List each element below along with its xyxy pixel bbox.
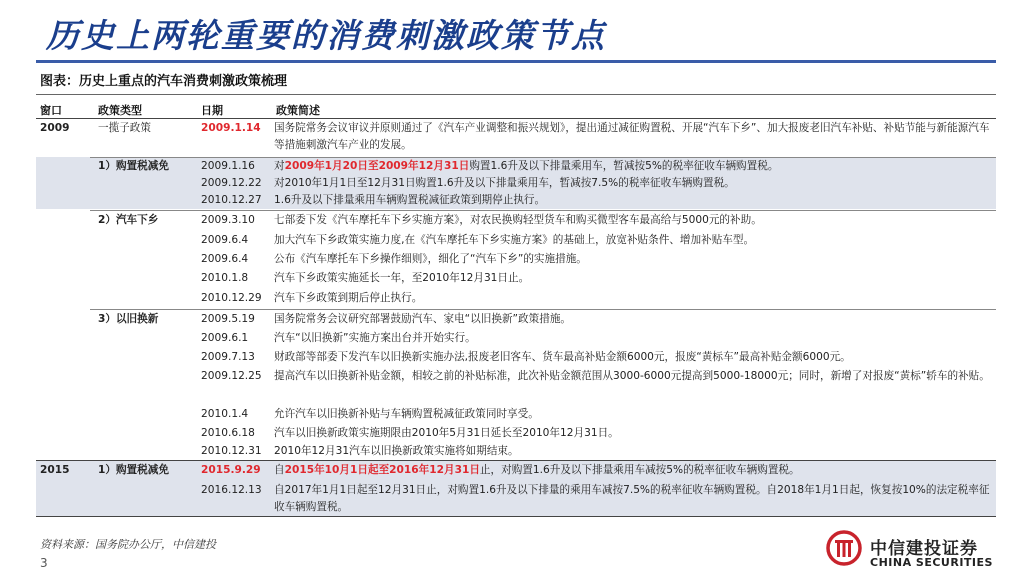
description-cell: 加大汽车下乡政策实施力度,在《汽车摩托车下乡实施方案》的基础上，放宽补贴条件、增加补贴车型。: [274, 234, 755, 246]
description-text: 购置1.6升及以下排量乘用车，暂减按5%的税率征收车辆购置税。: [469, 160, 779, 172]
header-window: 窗口: [40, 104, 62, 117]
date-cell: 2009.6.4: [201, 253, 249, 265]
description-cell: 财政部等部委下发汽车以旧换新实施办法,报废老旧客车、货车最高补贴金额6000元，报废“黄标车”最高补贴金额6000元。: [274, 351, 851, 363]
table-bottom-rule: [36, 516, 996, 517]
description-cell: 七部委下发《汽车摩托车下乡实施方案》，对农民换购轻型货车和购买微型客车最高给与5000元的补助。: [274, 214, 762, 226]
highlighted-period: 2015年10月1日起至2016年12月31日: [284, 464, 480, 476]
source-note: 资料来源：国务院办公厅，中信建投: [40, 538, 216, 551]
description-cell: 国务院常务会议研究部署鼓励汽车、家电“以旧换新”政策措施。: [274, 313, 572, 325]
description-text: 自: [274, 464, 285, 476]
description-cell: [274, 462, 990, 479]
company-logo-icon: [826, 530, 862, 566]
description-cell: 自2017年1月1日起至12月31日止，对购置1.6升及以下排量的乘用车减按7.5%的税率征收车辆购置税。自2018年1月1日起，恢复按10%的法定税率征收车辆购置税。: [274, 484, 990, 513]
date-cell: 2016.12.13: [201, 484, 262, 496]
policy-type-cell: 1）购置税减免: [98, 160, 169, 172]
description-cell: 国务院常务会议审议并原则通过了《汽车产业调整和振兴规划》，提出通过减征购置税、开展“汽车下乡”、加大报废老旧汽车补贴、补贴节能与新能源汽车等措施刺激汽车产业的发展。: [274, 122, 990, 151]
date-cell: 2009.12.25: [201, 370, 262, 382]
description-cell: 允许汽车以旧换新补贴与车辆购置税减征政策同时享受。: [274, 408, 539, 420]
date-cell: 2009.12.22: [201, 177, 262, 189]
window-cell: 2009: [40, 122, 70, 134]
page-number: 3: [40, 556, 48, 570]
header-divider: [36, 118, 996, 119]
description-cell: 公布《汽车摩托车下乡操作细则》，细化了“汽车下乡”的实施措施。: [274, 253, 587, 265]
description-cell: 汽车“以旧换新”实施方案出台并开始实行。: [274, 332, 476, 344]
description-cell: 汽车以旧换新政策实施期限由2010年5月31日延长至2010年12月31日。: [274, 427, 619, 439]
title-divider: [36, 60, 996, 63]
date-cell: 2015.9.29: [201, 464, 261, 476]
header-description: 政策简述: [276, 104, 320, 117]
date-cell: 2009.7.13: [201, 351, 255, 363]
date-cell: 2010.12.31: [201, 445, 262, 457]
description-text: 止，对购置1.6升及以下排量乘用车减按5%的税率征收车辆购置税。: [479, 464, 800, 476]
description-cell: 对2010年1月1日至12月31日购置1.6升及以下排量乘用车，暂减按7.5%的税率征收车辆购置税。: [274, 177, 735, 189]
caption-divider: [36, 94, 996, 95]
row-divider: [90, 210, 996, 211]
policy-type-cell: 2）汽车下乡: [98, 214, 159, 226]
date-cell: 2009.6.1: [201, 332, 249, 344]
description-cell: [274, 158, 990, 175]
policy-type-cell: 3）以旧换新: [98, 313, 159, 325]
date-cell: 2009.3.10: [201, 214, 255, 226]
header-policy-type: 政策类型: [98, 104, 142, 117]
description-cell: 汽车下乡政策到期后停止执行。: [274, 292, 423, 304]
figure-caption: 图表：历史上重点的汽车消费刺激政策梳理: [40, 74, 288, 89]
date-cell: 2010.12.29: [201, 292, 262, 304]
date-cell: 2009.1.14: [201, 122, 261, 134]
date-cell: 2009.1.16: [201, 160, 255, 172]
header-date: 日期: [201, 104, 223, 117]
company-name-en: CHINA SECURITIES: [870, 556, 993, 569]
date-cell: 2010.1.4: [201, 408, 249, 420]
description-cell: 提高汽车以旧换新补贴金额，相较之前的补贴标准，此次补贴金额范围从3000-6000元提高到5000-18000元；同时，新增了对报废“黄标”轿车的补贴。: [274, 370, 990, 382]
date-cell: 2009.6.4: [201, 234, 249, 246]
description-cell: 汽车下乡政策实施延长一年，至2010年12月31日止。: [274, 272, 530, 284]
date-cell: 2010.1.8: [201, 272, 249, 284]
section-divider: [36, 460, 996, 461]
policy-type-cell: 一揽子政策: [98, 122, 151, 134]
policy-type-cell: 1）购置税减免: [98, 464, 169, 476]
date-cell: 2010.12.27: [201, 194, 262, 206]
description-cell: 1.6升及以下排量乘用车辆购置税减征政策到期停止执行。: [274, 194, 546, 206]
row-divider: [90, 309, 996, 310]
description-cell: 2010年12月31汽车以旧换新政策实施将如期结束。: [274, 445, 519, 457]
description-text: 对: [274, 160, 285, 172]
date-cell: 2009.5.19: [201, 313, 255, 325]
date-cell: 2010.6.18: [201, 427, 255, 439]
highlighted-period: 2009年1月20日至2009年12月31日: [284, 160, 470, 172]
company-name-cn: 中信建投证券: [870, 539, 978, 559]
page-title: 历史上两轮重要的消费刺激政策节点: [46, 16, 606, 55]
window-cell: 2015: [40, 464, 70, 476]
